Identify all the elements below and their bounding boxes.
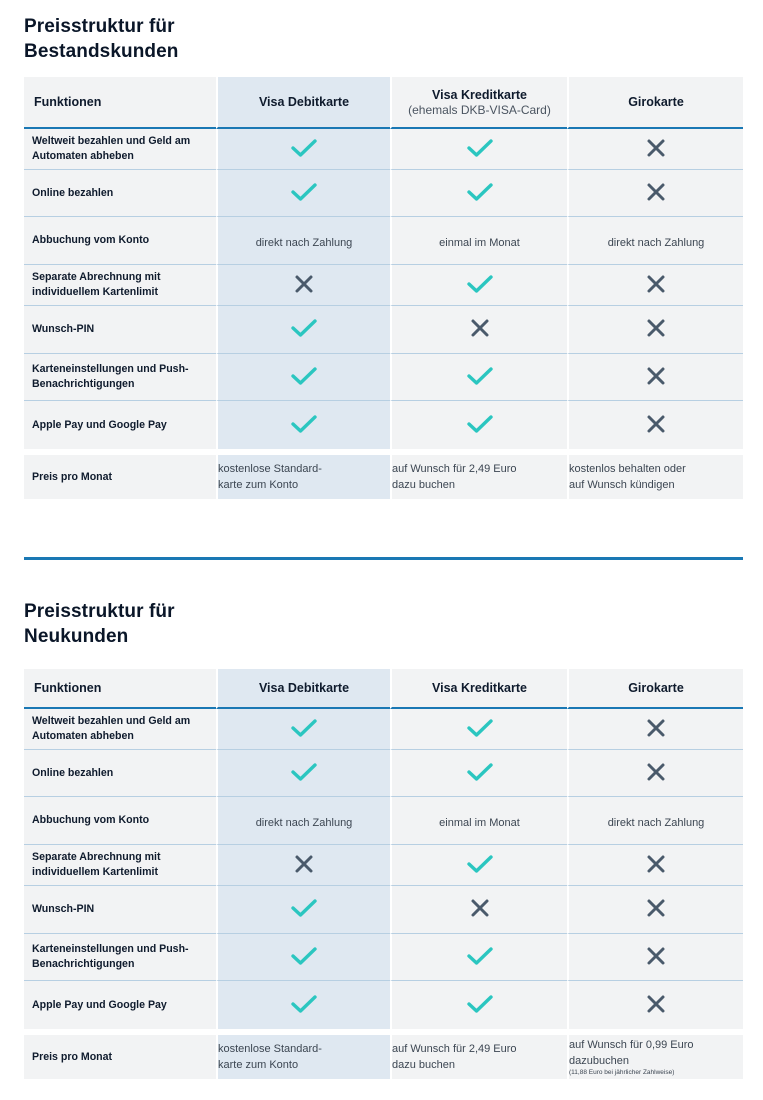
- table-header-row: [24, 77, 743, 129]
- cell-visa-credit: [390, 401, 567, 449]
- cell-girocard: [567, 750, 743, 797]
- header-girocard: Girokarte: [567, 669, 743, 709]
- header-visa-credit-sub: (ehemals DKB-VISA-Card): [408, 102, 551, 117]
- header-visa-debit: Visa Debitkarte: [216, 77, 390, 129]
- row-label: [24, 217, 216, 265]
- cell-girocard: [567, 217, 743, 265]
- cell-visa-credit: [390, 170, 567, 217]
- cell-girocard: [567, 170, 743, 217]
- section-title-line2: Bestandskunden: [24, 41, 179, 62]
- cell-girocard: [567, 845, 743, 886]
- cross-icon: [470, 898, 490, 921]
- cell-girocard: [567, 354, 743, 401]
- price-line2: auf Wunsch kündigen: [569, 479, 675, 491]
- price-line2: dazu buchen: [392, 1059, 455, 1071]
- cell-text: einmal im Monat: [439, 236, 520, 249]
- row-label-line1: Abbuchung vom Konto: [32, 234, 150, 246]
- check-icon: [467, 274, 493, 297]
- cell-visa-debit: [216, 709, 390, 750]
- row-label-line1: Abbuchung vom Konto: [32, 814, 150, 826]
- cross-icon: [646, 274, 666, 297]
- row-label-line2: individuellem Kartenlimit: [32, 286, 158, 298]
- table-row: [24, 129, 743, 170]
- row-label-line1: Separate Abrechnung mit: [32, 851, 161, 863]
- cell-text: direkt nach Zahlung: [255, 816, 353, 829]
- header-visa-debit: Visa Debitkarte: [216, 669, 390, 709]
- header-girocard: Girokarte: [567, 77, 743, 129]
- row-label: [24, 845, 216, 886]
- table-row: [24, 750, 743, 797]
- cell-visa-credit: [390, 934, 567, 981]
- price-visa-credit: [390, 1035, 567, 1079]
- cross-icon: [646, 994, 666, 1017]
- price-label-text: Preis pro Monat: [32, 1051, 113, 1063]
- row-label-line2: individuellem Kartenlimit: [32, 866, 158, 878]
- table-row: [24, 709, 743, 750]
- row-label-line2: Automaten abheben: [32, 730, 134, 742]
- cell-visa-debit: [216, 845, 390, 886]
- check-icon: [467, 762, 493, 785]
- cell-visa-credit: [390, 306, 567, 354]
- cell-visa-credit: [390, 129, 567, 170]
- cell-girocard: [567, 886, 743, 934]
- cross-icon: [646, 718, 666, 741]
- check-icon: [467, 366, 493, 389]
- row-label: [24, 750, 216, 797]
- cell-visa-debit: [216, 129, 390, 170]
- cross-icon: [646, 182, 666, 205]
- table-row: [24, 981, 743, 1029]
- cell-visa-credit: [390, 750, 567, 797]
- check-icon: [291, 318, 317, 341]
- table-row: [24, 845, 743, 886]
- cell-visa-credit: [390, 217, 567, 265]
- cross-icon: [646, 946, 666, 969]
- cell-visa-debit: [216, 797, 390, 845]
- row-label-line1: Weltweit bezahlen und Geld am: [32, 715, 191, 727]
- table-row: [24, 797, 743, 845]
- cross-icon: [294, 854, 314, 877]
- table-row: [24, 170, 743, 217]
- section-title: [24, 14, 743, 64]
- check-icon: [467, 182, 493, 205]
- table-header-row: [24, 669, 743, 709]
- row-label-line1: Apple Pay und Google Pay: [32, 418, 167, 431]
- cell-visa-debit: [216, 886, 390, 934]
- cross-icon: [646, 366, 666, 389]
- cell-visa-debit: [216, 401, 390, 449]
- cell-girocard: [567, 401, 743, 449]
- check-icon: [291, 414, 317, 437]
- check-icon: [291, 898, 317, 921]
- row-label-line2: Benachrichtigungen: [32, 958, 135, 970]
- row-label: [24, 981, 216, 1029]
- header-functions: Funktionen: [24, 77, 216, 129]
- table-row: [24, 217, 743, 265]
- cell-visa-credit: [390, 354, 567, 401]
- price-label: [24, 455, 216, 499]
- cross-icon: [646, 762, 666, 785]
- check-icon: [467, 414, 493, 437]
- row-label: [24, 306, 216, 354]
- cell-girocard: [567, 129, 743, 170]
- price-visa-debit: [216, 1035, 390, 1079]
- table-row: [24, 354, 743, 401]
- cell-visa-credit: [390, 265, 567, 306]
- cell-visa-credit: [390, 981, 567, 1029]
- price-label: [24, 1035, 216, 1079]
- cross-icon: [646, 138, 666, 161]
- pricing-table-neukunden: [24, 669, 743, 1079]
- section-bestandskunden: [24, 14, 743, 64]
- cell-visa-debit: [216, 306, 390, 354]
- cell-girocard: [567, 265, 743, 306]
- row-label-line1: Weltweit bezahlen und Geld am: [32, 135, 191, 147]
- section-title-line1: Preisstruktur für: [24, 16, 175, 37]
- check-icon: [291, 762, 317, 785]
- cell-girocard: [567, 981, 743, 1029]
- price-line2: karte zum Konto: [218, 479, 299, 491]
- price-line2: dazubuchen: [569, 1055, 629, 1067]
- pricing-table-bestandskunden: [24, 77, 743, 499]
- table-row: [24, 401, 743, 449]
- price-line1: auf Wunsch für 0,99 Euro: [569, 1039, 694, 1051]
- table-row: [24, 265, 743, 306]
- cross-icon: [294, 274, 314, 297]
- price-visa-credit: [390, 455, 567, 499]
- cell-text: direkt nach Zahlung: [607, 816, 705, 829]
- row-label-line1: Online bezahlen: [32, 186, 114, 199]
- cell-girocard: [567, 306, 743, 354]
- cross-icon: [646, 318, 666, 341]
- check-icon: [467, 854, 493, 877]
- cell-visa-debit: [216, 217, 390, 265]
- cell-girocard: [567, 797, 743, 845]
- price-line1: auf Wunsch für 2,49 Euro: [392, 463, 517, 475]
- price-line1: auf Wunsch für 2,49 Euro: [392, 1043, 517, 1055]
- price-visa-debit: [216, 455, 390, 499]
- cell-visa-credit: [390, 845, 567, 886]
- price-line2: dazu buchen: [392, 479, 455, 491]
- section-title-line1: Preisstruktur für: [24, 601, 175, 622]
- cross-icon: [470, 318, 490, 341]
- row-label-line1: Separate Abrechnung mit: [32, 271, 161, 283]
- row-label: [24, 170, 216, 217]
- row-label-line2: Benachrichtigungen: [32, 378, 135, 390]
- section-title: [24, 599, 743, 649]
- header-functions: Funktionen: [24, 669, 216, 709]
- header-visa-credit: Visa Kreditkarte: [390, 669, 567, 709]
- check-icon: [291, 366, 317, 389]
- row-label-line1: Karteneinstellungen und Push-: [32, 363, 189, 375]
- row-label: [24, 934, 216, 981]
- price-row: [24, 1035, 743, 1079]
- row-label-line1: Wunsch-PIN: [32, 903, 95, 915]
- row-label-line1: Karteneinstellungen und Push-: [32, 943, 189, 955]
- cell-visa-debit: [216, 981, 390, 1029]
- cell-girocard: [567, 934, 743, 981]
- check-icon: [467, 138, 493, 161]
- cell-text: einmal im Monat: [439, 816, 520, 829]
- check-icon: [467, 718, 493, 741]
- cell-visa-debit: [216, 354, 390, 401]
- cross-icon: [646, 898, 666, 921]
- row-label-line1: Apple Pay und Google Pay: [32, 998, 167, 1011]
- row-label: [24, 265, 216, 306]
- row-label-line2: Automaten abheben: [32, 150, 134, 162]
- check-icon: [291, 718, 317, 741]
- cell-visa-debit: [216, 750, 390, 797]
- row-label: [24, 129, 216, 170]
- section-title-line2: Neukunden: [24, 626, 129, 647]
- cell-visa-credit: [390, 709, 567, 750]
- price-line2: karte zum Konto: [218, 1059, 299, 1071]
- table-row: [24, 886, 743, 934]
- cell-visa-debit: [216, 265, 390, 306]
- table-row: [24, 306, 743, 354]
- row-label: [24, 797, 216, 845]
- row-label: [24, 401, 216, 449]
- cell-text: direkt nach Zahlung: [607, 236, 705, 249]
- cell-visa-credit: [390, 797, 567, 845]
- cell-visa-credit: [390, 886, 567, 934]
- row-label-line1: Wunsch-PIN: [32, 323, 95, 335]
- cell-text: direkt nach Zahlung: [255, 236, 353, 249]
- cell-visa-debit: [216, 934, 390, 981]
- section-divider: [24, 557, 743, 560]
- price-line1: kostenlose Standard-: [218, 463, 322, 475]
- check-icon: [291, 138, 317, 161]
- check-icon: [467, 994, 493, 1017]
- row-label: [24, 354, 216, 401]
- cell-girocard: [567, 709, 743, 750]
- price-girocard: [567, 455, 743, 499]
- header-visa-credit-label: Visa Kreditkarte: [432, 87, 527, 102]
- table-row: [24, 934, 743, 981]
- header-visa-credit: [390, 77, 567, 129]
- price-girocard: [567, 1035, 743, 1079]
- price-line1: kostenlose Standard-: [218, 1043, 322, 1055]
- cross-icon: [646, 854, 666, 877]
- section-neukunden: [24, 599, 743, 649]
- cell-visa-debit: [216, 170, 390, 217]
- price-note: (11,88 Euro bei jährlicher Zahlweise): [569, 1069, 675, 1076]
- row-label-line1: Online bezahlen: [32, 766, 114, 779]
- price-line1: kostenlos behalten oder: [569, 463, 686, 475]
- price-label-text: Preis pro Monat: [32, 471, 113, 483]
- price-row: [24, 455, 743, 499]
- check-icon: [291, 994, 317, 1017]
- cross-icon: [646, 414, 666, 437]
- row-label: [24, 709, 216, 750]
- check-icon: [467, 946, 493, 969]
- check-icon: [291, 946, 317, 969]
- check-icon: [291, 182, 317, 205]
- row-label: [24, 886, 216, 934]
